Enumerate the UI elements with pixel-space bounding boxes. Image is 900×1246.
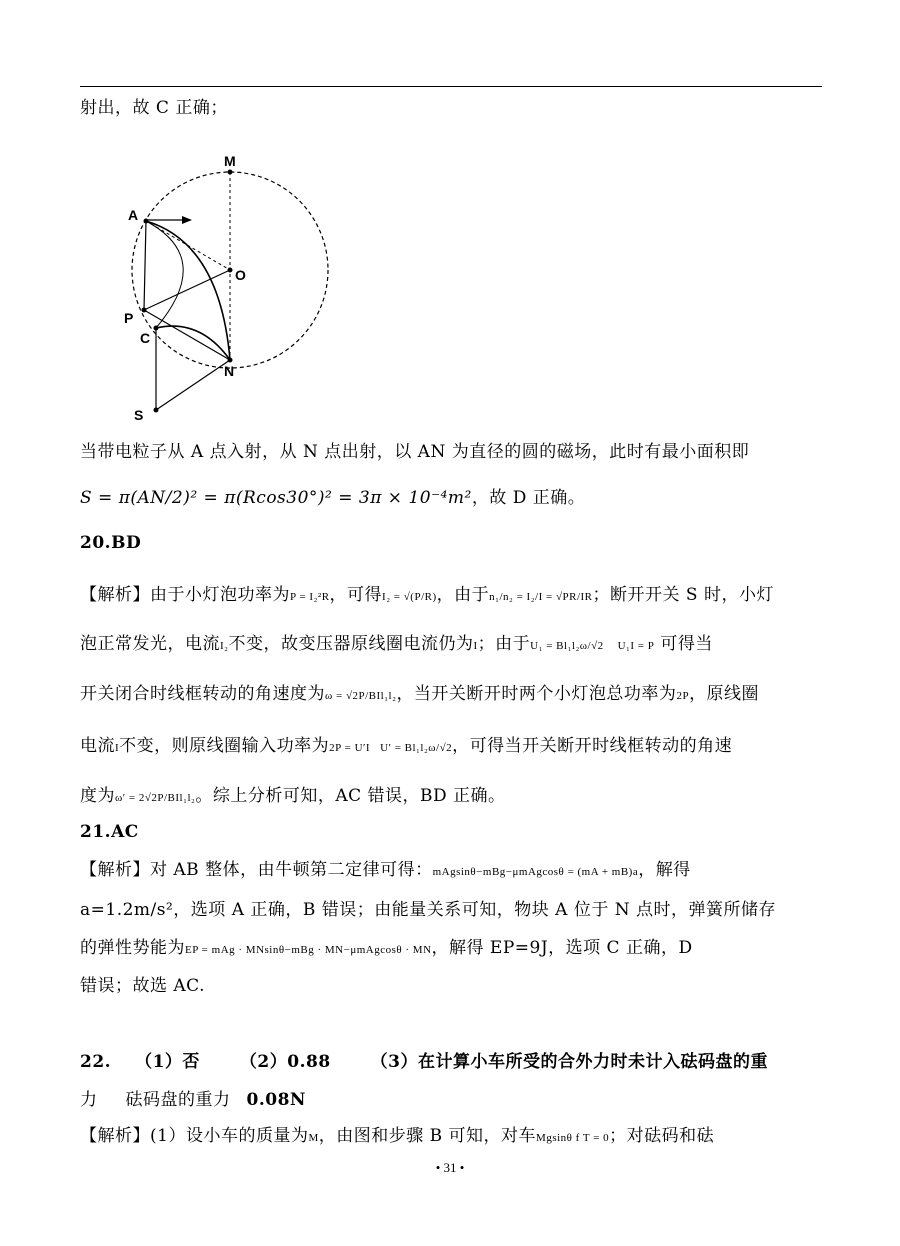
formula: ω = √2P/BIl₁l₂ xyxy=(325,690,397,702)
q21-line-c xyxy=(80,936,825,962)
q20-line-e xyxy=(80,784,825,810)
text: （3）在计算小车所受的合外力时未计入砝码盘的重 xyxy=(370,1052,768,1072)
text: ，可得当开关断开时线框转动的角速 xyxy=(452,736,733,756)
text: 泡正常发光，电流 xyxy=(80,634,220,654)
formula: mAgsinθ−mBg−μmAgcosθ = (mA + mB)a xyxy=(432,866,639,878)
line-AP xyxy=(144,221,146,310)
q20-line-b xyxy=(80,632,825,658)
answer-22 xyxy=(80,1050,825,1074)
label-S: S xyxy=(134,407,144,423)
line-area-formula xyxy=(80,486,825,510)
text: 【解析】由于小灯泡功率为 xyxy=(80,585,290,605)
line-particle: 当带电粒子从 A 点入射，从 N 点出射，以 AN 为直径的圆的磁场，此时有最小面积即 xyxy=(80,442,750,462)
formula: I xyxy=(473,640,478,652)
text: 【解析】对 AB 整体，由牛顿第二定律可得： xyxy=(80,860,433,880)
text: ，原线圈 xyxy=(689,684,760,704)
text: ，由图和步骤 B 可知，对车 xyxy=(318,1126,537,1146)
formula: 2P xyxy=(676,690,690,702)
text: ，可得 xyxy=(329,585,383,605)
answer-20: 20.BD xyxy=(80,533,142,553)
text: ，当开关断开时两个小灯泡总功率为 xyxy=(396,684,677,704)
formula: M xyxy=(308,1132,319,1144)
formula: U′ = Bl₁l₂ω/√2 xyxy=(380,742,453,754)
formula: U₁ = Bl₁l₂ω/√2 xyxy=(530,640,604,652)
text: 【解析】(1）设小车的质量为 xyxy=(80,1126,309,1146)
text: （2）0.88 xyxy=(239,1052,331,1072)
q20-line-d xyxy=(80,734,825,760)
line-PN xyxy=(144,310,230,360)
q21-line-b: a=1.2m/s²，选项 A 正确，B 错误；由能量关系可知，物块 A 位于 N 点时，弹簧所储存 xyxy=(80,900,777,920)
arrow-head xyxy=(182,216,192,224)
formula: U₁I = P xyxy=(617,640,655,652)
area-tail: ，故 D 正确。 xyxy=(471,488,586,508)
formula: P = I₂²R xyxy=(290,591,330,603)
answer-21: 21.AC xyxy=(80,822,139,842)
formula: 2P = U′I xyxy=(329,742,371,754)
q21-line-a xyxy=(80,858,825,884)
formula: EP = mAg · MNsinθ−mBg · MN−μmAgcosθ · MN xyxy=(185,944,432,956)
header-rule xyxy=(80,86,822,87)
area-formula: S = π(AN/2)² = π(Rcos30°)² = 3π × 10⁻⁴m² xyxy=(80,488,472,508)
label-O: O xyxy=(235,267,246,283)
text: 22. xyxy=(80,1052,112,1072)
q20-line-c xyxy=(80,682,825,708)
label-A: A xyxy=(128,207,139,223)
text: 不变，则原线圈输入功率为 xyxy=(119,736,330,756)
line-shechu: 射出，故 C 正确； xyxy=(80,98,228,118)
text: 不变，故变压器原线圈电流仍为 xyxy=(228,634,474,654)
line-SN xyxy=(156,360,230,410)
q21-line-d: 错误；故选 AC. xyxy=(80,976,205,996)
page-number: • 31 • xyxy=(435,1160,465,1175)
text: 力 xyxy=(80,1090,98,1110)
q22-line-b xyxy=(80,1088,825,1112)
text: ，解得 xyxy=(638,860,691,880)
line-PO xyxy=(144,270,230,310)
formula: I₂ xyxy=(220,640,229,652)
text: 0.08N xyxy=(246,1090,306,1110)
magnetic-field-diagram xyxy=(120,148,335,428)
text: 的弹性势能为 xyxy=(80,938,185,958)
formula: n₁/n₂ = I₂/I = √PR/IR xyxy=(489,591,593,603)
text: 可得当 xyxy=(660,634,713,654)
text: ；由于 xyxy=(477,634,531,654)
text: （1）否 xyxy=(135,1052,200,1072)
text: ，解得 EP=9J，选项 C 正确，D xyxy=(431,938,693,958)
formula: I₂ = √(P/R) xyxy=(382,591,437,603)
arc-CN xyxy=(156,326,230,360)
q20-line-a xyxy=(80,583,825,609)
text: 。综上分析可知，AC 错误，BD 正确。 xyxy=(195,786,506,806)
formula: Mgsinθ f T = 0 xyxy=(536,1132,610,1144)
q22-line-c xyxy=(80,1124,825,1150)
label-C: C xyxy=(140,330,151,346)
text: ；断开开关 S 时，小灯 xyxy=(592,585,774,605)
text: ；对砝码和砝 xyxy=(609,1126,715,1146)
formula: I xyxy=(115,742,120,754)
text: 电流 xyxy=(80,736,115,756)
text: 开关闭合时线框转动的角速度为 xyxy=(80,684,325,704)
text: ，由于 xyxy=(436,585,490,605)
text: 砝码盘的重力 xyxy=(125,1090,231,1110)
arc-AN xyxy=(146,221,230,360)
label-N: N xyxy=(224,363,235,379)
formula: ω′ = 2√2P/BIl₁l₂ xyxy=(115,792,196,804)
label-P: P xyxy=(124,310,134,326)
label-M: M xyxy=(224,153,236,169)
text: 度为 xyxy=(80,786,115,806)
